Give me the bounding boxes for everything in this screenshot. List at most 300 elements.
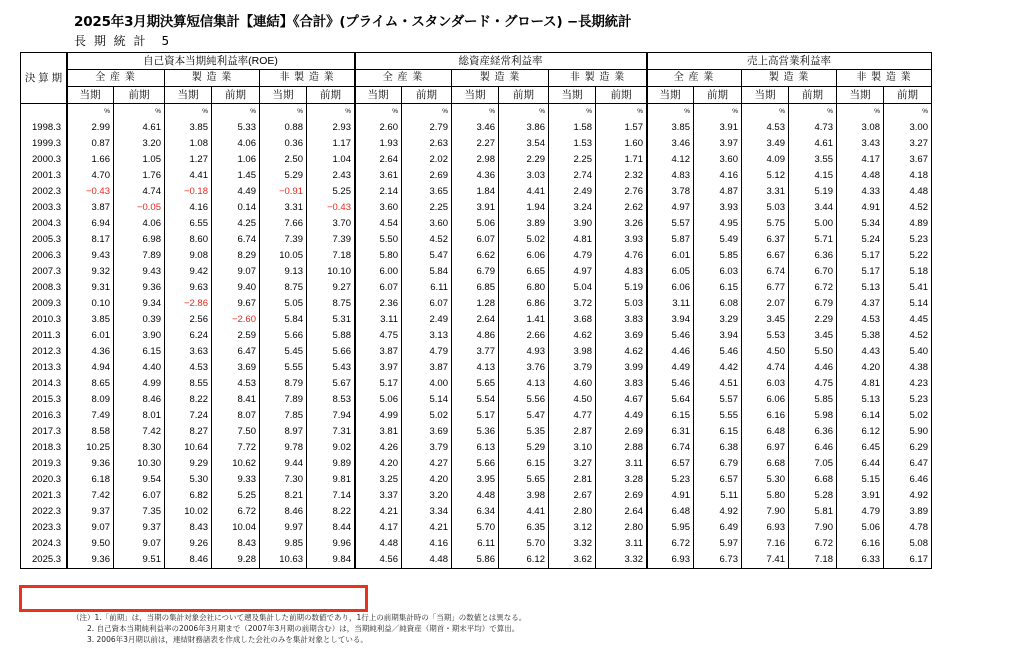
table-cell: 8.79 [260, 376, 307, 392]
table-cell: 4.45 [884, 312, 932, 328]
table-cell: 6.93 [742, 520, 789, 536]
table-cell: 1.76 [114, 168, 165, 184]
table-cell: 3.24 [549, 200, 596, 216]
table-cell: 3.83 [596, 376, 647, 392]
table-cell: 5.88 [307, 328, 355, 344]
table-cell: 6.73 [694, 552, 742, 569]
table-cell: 6.12 [837, 424, 884, 440]
table-row [21, 312, 932, 328]
table-cell: 5.30 [165, 472, 212, 488]
table-cell: 2.43 [307, 168, 355, 184]
table-cell: 4.49 [212, 184, 260, 200]
table-cell: 3.97 [694, 136, 742, 152]
table-cell: 4.74 [742, 360, 789, 376]
table-cell: 5.43 [307, 360, 355, 376]
table-cell: 6.01 [67, 328, 114, 344]
table-cell: 6.15 [694, 280, 742, 296]
table-cell: 5.13 [837, 392, 884, 408]
table-cell: 5.49 [694, 232, 742, 248]
table-cell: 4.16 [165, 200, 212, 216]
table-cell: 4.09 [742, 152, 789, 168]
table-cell: 3.67 [884, 152, 932, 168]
table-cell: 9.63 [165, 280, 212, 296]
fiscal-year: 1999.3 [21, 136, 67, 152]
table-cell: 3.91 [694, 120, 742, 136]
fiscal-year: 2006.3 [21, 248, 67, 264]
table-cell: 1.93 [355, 136, 402, 152]
period-spacer [21, 104, 67, 121]
table-cell: 9.26 [165, 536, 212, 552]
table-cell: 10.05 [260, 248, 307, 264]
table-cell: 5.47 [402, 248, 452, 264]
table-cell: 7.05 [789, 456, 837, 472]
table-cell: 3.69 [596, 328, 647, 344]
table-cell: 4.48 [402, 552, 452, 569]
footnote-line: （注）1.「前期」は，当期の集計対象会社について遡及集計した前期の数値であり，1行上の前期集計時の「当期」の数値とは異なる。 [72, 613, 527, 622]
table-cell: 5.25 [212, 488, 260, 504]
table-cell: 4.38 [884, 360, 932, 376]
fiscal-year: 2010.3 [21, 312, 67, 328]
table-cell: 3.26 [596, 216, 647, 232]
table-cell: 6.57 [647, 456, 694, 472]
table-row [21, 456, 932, 472]
table-cell: 3.13 [402, 328, 452, 344]
table-cell: −2.86 [165, 296, 212, 312]
sector-header: 非 製 造 業 [837, 70, 932, 87]
table-cell: 2.50 [260, 152, 307, 168]
table-cell: 6.47 [884, 456, 932, 472]
table-cell: 6.11 [452, 536, 499, 552]
table-cell: 9.54 [114, 472, 165, 488]
table-cell: 2.74 [549, 168, 596, 184]
table-cell: 9.32 [67, 264, 114, 280]
table-cell: 5.95 [647, 520, 694, 536]
table-cell: 5.25 [307, 184, 355, 200]
table-cell: 2.64 [596, 504, 647, 520]
table-cell: 8.46 [165, 552, 212, 569]
table-cell: 5.28 [789, 488, 837, 504]
table-cell: 3.87 [402, 360, 452, 376]
table-cell: 8.75 [260, 280, 307, 296]
table-cell: 5.87 [647, 232, 694, 248]
table-cell: 3.78 [647, 184, 694, 200]
table-cell: 3.31 [260, 200, 307, 216]
table-cell: 6.03 [694, 264, 742, 280]
table-cell: 5.19 [789, 184, 837, 200]
table-cell: 4.27 [402, 456, 452, 472]
table-cell: 4.93 [499, 344, 549, 360]
prior-period-header: 前期 [402, 87, 452, 104]
table-row [21, 552, 932, 569]
table-cell: 1.71 [596, 152, 647, 168]
table-cell: 6.31 [647, 424, 694, 440]
fiscal-year: 2011.3 [21, 328, 67, 344]
table-cell: 7.42 [114, 424, 165, 440]
table-cell: 3.91 [837, 488, 884, 504]
percent-unit: % [884, 104, 932, 121]
table-cell: 8.65 [67, 376, 114, 392]
table-cell: 4.48 [884, 184, 932, 200]
table-cell: 4.52 [402, 232, 452, 248]
table-cell: 6.15 [647, 408, 694, 424]
table-cell: 3.94 [647, 312, 694, 328]
table-cell: 3.54 [499, 136, 549, 152]
table-cell: 6.46 [884, 472, 932, 488]
table-cell: 9.33 [212, 472, 260, 488]
table-cell: 4.06 [212, 136, 260, 152]
table-cell: 6.00 [355, 264, 402, 280]
table-cell: 5.03 [596, 296, 647, 312]
table-cell: 3.72 [549, 296, 596, 312]
fiscal-year: 2003.3 [21, 200, 67, 216]
table-cell: 9.37 [67, 504, 114, 520]
table-cell: 5.13 [837, 280, 884, 296]
table-cell: 7.72 [212, 440, 260, 456]
table-row [21, 248, 932, 264]
table-cell: 4.73 [789, 120, 837, 136]
fiscal-year: 2007.3 [21, 264, 67, 280]
table-cell: 4.86 [452, 328, 499, 344]
table-cell: 7.89 [114, 248, 165, 264]
table-cell: 6.13 [452, 440, 499, 456]
percent-unit: % [499, 104, 549, 121]
table-cell: 4.15 [789, 168, 837, 184]
table-cell: 2.76 [596, 184, 647, 200]
table-cell: 8.46 [260, 504, 307, 520]
table-cell: 4.92 [884, 488, 932, 504]
table-cell: 6.15 [499, 456, 549, 472]
table-cell: 5.53 [742, 328, 789, 344]
table-cell: 4.46 [647, 344, 694, 360]
table-row [21, 520, 932, 536]
table-cell: 8.41 [212, 392, 260, 408]
table-cell: 6.17 [884, 552, 932, 569]
table-cell: 8.46 [114, 392, 165, 408]
table-cell: 7.89 [260, 392, 307, 408]
table-cell: 6.45 [837, 440, 884, 456]
table-cell: 5.22 [884, 248, 932, 264]
table-row [21, 216, 932, 232]
table-cell: 3.91 [452, 200, 499, 216]
table-cell: 6.74 [647, 440, 694, 456]
table-cell: 3.34 [402, 504, 452, 520]
table-cell: 8.01 [114, 408, 165, 424]
table-cell: 6.72 [789, 536, 837, 552]
table-row [21, 392, 932, 408]
table-cell: 5.55 [260, 360, 307, 376]
table-cell: 6.72 [212, 504, 260, 520]
table-cell: 6.12 [499, 552, 549, 569]
table-cell: 3.76 [499, 360, 549, 376]
current-period-header: 当期 [452, 87, 499, 104]
table-cell: 4.97 [549, 264, 596, 280]
table-cell: 4.78 [884, 520, 932, 536]
table-cell: −0.18 [165, 184, 212, 200]
table-cell: 3.93 [694, 200, 742, 216]
table-cell: 4.79 [402, 344, 452, 360]
table-cell: −0.05 [114, 200, 165, 216]
table-cell: 9.29 [165, 456, 212, 472]
percent-unit: % [307, 104, 355, 121]
group-header-margin: 売上高営業利益率 [647, 53, 932, 70]
table-cell: 5.31 [307, 312, 355, 328]
table-cell: 8.09 [67, 392, 114, 408]
table-cell: 6.74 [212, 232, 260, 248]
current-period-header: 当期 [67, 87, 114, 104]
table-cell: 5.84 [260, 312, 307, 328]
table-cell: 4.23 [884, 376, 932, 392]
table-cell: 6.62 [452, 248, 499, 264]
table-cell: 5.05 [260, 296, 307, 312]
sector-header: 製 造 業 [452, 70, 549, 87]
table-cell: 6.06 [647, 280, 694, 296]
table-cell: 4.95 [694, 216, 742, 232]
table-cell: 10.02 [165, 504, 212, 520]
table-cell: 1.06 [212, 152, 260, 168]
table-cell: 6.35 [499, 520, 549, 536]
table-cell: 2.14 [355, 184, 402, 200]
table-cell: 2.69 [596, 424, 647, 440]
table-cell: 2.32 [596, 168, 647, 184]
table-cell: 6.86 [499, 296, 549, 312]
table-cell: 0.87 [67, 136, 114, 152]
table-cell: 9.02 [307, 440, 355, 456]
table-cell: 3.90 [549, 216, 596, 232]
table-cell: 3.95 [452, 472, 499, 488]
table-cell: 4.13 [452, 360, 499, 376]
table-cell: 4.25 [212, 216, 260, 232]
table-cell: 5.90 [884, 424, 932, 440]
table-cell: 4.49 [647, 360, 694, 376]
table-cell: 1.45 [212, 168, 260, 184]
table-cell: 6.44 [837, 456, 884, 472]
table-cell: 3.11 [596, 456, 647, 472]
table-cell: 6.07 [355, 280, 402, 296]
table-cell: 10.10 [307, 264, 355, 280]
table-cell: 4.83 [647, 168, 694, 184]
table-cell: 9.40 [212, 280, 260, 296]
table-cell: 4.21 [402, 520, 452, 536]
table-cell: 2.93 [307, 120, 355, 136]
table-cell: 3.43 [837, 136, 884, 152]
prior-period-header: 前期 [499, 87, 549, 104]
fiscal-year: 2022.3 [21, 504, 67, 520]
table-cell: 5.29 [260, 168, 307, 184]
table-cell: 8.30 [114, 440, 165, 456]
table-cell: 0.14 [212, 200, 260, 216]
fiscal-year: 2014.3 [21, 376, 67, 392]
table-row [21, 264, 932, 280]
table-cell: 3.87 [355, 344, 402, 360]
table-cell: 4.79 [837, 504, 884, 520]
table-cell: 4.12 [647, 152, 694, 168]
table-cell: 3.79 [402, 440, 452, 456]
table-cell: 4.41 [499, 184, 549, 200]
table-cell: 1.04 [307, 152, 355, 168]
table-cell: 5.04 [549, 280, 596, 296]
table-cell: 4.92 [694, 504, 742, 520]
table-cell: 3.11 [647, 296, 694, 312]
table-cell: 3.94 [694, 328, 742, 344]
table-cell: 2.88 [596, 440, 647, 456]
current-period-header: 当期 [549, 87, 596, 104]
sector-header: 製 造 業 [742, 70, 837, 87]
table-cell: 4.70 [67, 168, 114, 184]
table-cell: −0.43 [307, 200, 355, 216]
table-cell: 4.00 [402, 376, 452, 392]
table-cell: 9.97 [260, 520, 307, 536]
table-cell: 1.57 [596, 120, 647, 136]
table-cell: 2.25 [549, 152, 596, 168]
table-cell: 6.46 [789, 440, 837, 456]
table-cell: 7.90 [789, 520, 837, 536]
table-cell: 4.62 [596, 344, 647, 360]
table-cell: 4.40 [114, 360, 165, 376]
table-cell: 6.68 [742, 456, 789, 472]
table-cell: 3.45 [789, 328, 837, 344]
table-cell: 2.63 [402, 136, 452, 152]
percent-unit: % [789, 104, 837, 121]
table-cell: 2.66 [499, 328, 549, 344]
table-cell: 4.13 [499, 376, 549, 392]
table-cell: 5.41 [884, 280, 932, 296]
percent-unit: % [67, 104, 114, 121]
current-period-header: 当期 [742, 87, 789, 104]
fiscal-year: 2018.3 [21, 440, 67, 456]
sector-header: 非 製 造 業 [549, 70, 647, 87]
table-cell: 9.44 [260, 456, 307, 472]
table-cell: 0.88 [260, 120, 307, 136]
table-cell: 3.00 [884, 120, 932, 136]
table-cell: 5.66 [452, 456, 499, 472]
table-cell: 5.80 [355, 248, 402, 264]
table-cell: 4.17 [837, 152, 884, 168]
table-cell: 5.24 [837, 232, 884, 248]
table-cell: 5.17 [452, 408, 499, 424]
table-cell: 6.47 [212, 344, 260, 360]
table-cell: 5.23 [884, 392, 932, 408]
table-cell: 5.35 [499, 424, 549, 440]
table-cell: 3.61 [355, 168, 402, 184]
table-cell: 3.98 [549, 344, 596, 360]
table-cell: 4.20 [837, 360, 884, 376]
percent-unit: % [452, 104, 499, 121]
table-cell: 2.36 [355, 296, 402, 312]
table-cell: 5.17 [837, 264, 884, 280]
table-cell: 8.55 [165, 376, 212, 392]
table-cell: 5.50 [789, 344, 837, 360]
table-cell: 6.11 [402, 280, 452, 296]
table-cell: 8.22 [165, 392, 212, 408]
table-cell: 4.83 [596, 264, 647, 280]
table-cell: 5.97 [694, 536, 742, 552]
table-cell: 3.68 [549, 312, 596, 328]
table-cell: 3.11 [596, 536, 647, 552]
table-cell: 4.26 [355, 440, 402, 456]
table-cell: 4.49 [596, 408, 647, 424]
prior-period-header: 前期 [212, 87, 260, 104]
table-cell: 4.74 [114, 184, 165, 200]
table-cell: 5.55 [694, 408, 742, 424]
table-cell: 5.71 [789, 232, 837, 248]
table-cell: 5.38 [837, 328, 884, 344]
table-row [21, 232, 932, 248]
table-cell: 3.28 [596, 472, 647, 488]
fiscal-year: 2012.3 [21, 344, 67, 360]
table-cell: 8.07 [212, 408, 260, 424]
table-cell: 4.79 [549, 248, 596, 264]
table-cell: 6.37 [742, 232, 789, 248]
table-cell: 4.52 [884, 200, 932, 216]
table-cell: 6.07 [114, 488, 165, 504]
table-cell: 5.56 [499, 392, 549, 408]
table-cell: 6.14 [837, 408, 884, 424]
table-cell: 4.53 [742, 120, 789, 136]
table-cell: 5.33 [212, 120, 260, 136]
fiscal-year: 2000.3 [21, 152, 67, 168]
table-cell: 4.36 [452, 168, 499, 184]
table-cell: 1.28 [452, 296, 499, 312]
table-cell: 7.42 [67, 488, 114, 504]
table-cell: 6.36 [789, 248, 837, 264]
table-cell: 3.37 [355, 488, 402, 504]
table-cell: 2.98 [452, 152, 499, 168]
sector-header: 全 産 業 [355, 70, 452, 87]
table-cell: 4.53 [212, 376, 260, 392]
table-cell: 4.67 [596, 392, 647, 408]
table-cell: 3.65 [402, 184, 452, 200]
table-cell: 4.51 [694, 376, 742, 392]
table-cell: 6.97 [742, 440, 789, 456]
table-cell: 6.79 [452, 264, 499, 280]
table-row [21, 472, 932, 488]
current-period-header: 当期 [260, 87, 307, 104]
table-row [21, 296, 932, 312]
table-cell: 3.93 [596, 232, 647, 248]
sector-header: 全 産 業 [647, 70, 742, 87]
table-cell: 5.50 [355, 232, 402, 248]
table-row [21, 328, 932, 344]
percent-unit: % [596, 104, 647, 121]
table-cell: 2.07 [742, 296, 789, 312]
table-cell: 7.39 [260, 232, 307, 248]
table-cell: 9.36 [114, 280, 165, 296]
table-cell: 3.32 [549, 536, 596, 552]
table-cell: 5.75 [742, 216, 789, 232]
fiscal-year: 2021.3 [21, 488, 67, 504]
fiscal-year: 2020.3 [21, 472, 67, 488]
table-cell: 6.72 [647, 536, 694, 552]
table-cell: 3.85 [67, 312, 114, 328]
table-cell: 5.65 [499, 472, 549, 488]
table-cell: 9.31 [67, 280, 114, 296]
table-cell: 6.74 [742, 264, 789, 280]
table-cell: 4.06 [114, 216, 165, 232]
table-cell: 2.64 [452, 312, 499, 328]
table-cell: 4.94 [67, 360, 114, 376]
table-cell: 5.70 [499, 536, 549, 552]
table-cell: 1.53 [549, 136, 596, 152]
table-cell: 6.65 [499, 264, 549, 280]
table-cell: 5.02 [402, 408, 452, 424]
table-cell: 7.14 [307, 488, 355, 504]
table-cell: 6.06 [499, 248, 549, 264]
fiscal-year: 2025.3 [21, 552, 67, 569]
table-cell: 9.43 [114, 264, 165, 280]
table-cell: 0.39 [114, 312, 165, 328]
table-cell: 3.69 [212, 360, 260, 376]
table-cell: 3.12 [549, 520, 596, 536]
